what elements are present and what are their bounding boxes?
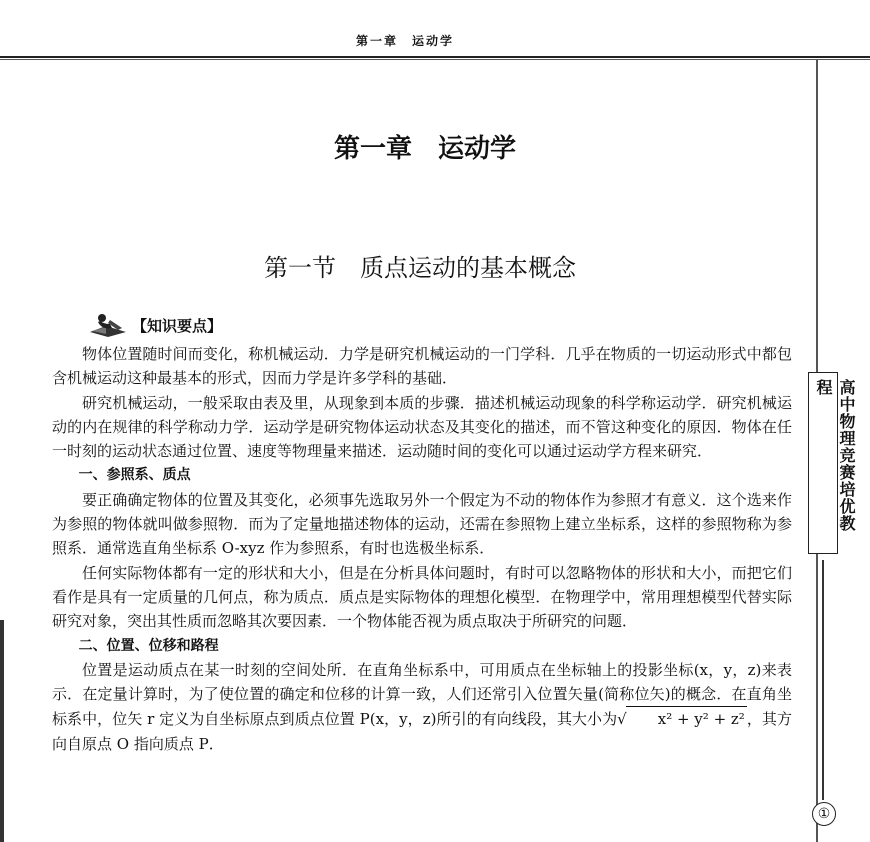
paragraph <box>52 658 792 756</box>
side-tab-label: 高中物理竞赛培优教程 <box>814 379 856 532</box>
section-title: 第一节 质点运动的基本概念 <box>264 254 576 282</box>
paragraph-text: ，其方向自原点 O 指向质点 P． <box>52 710 792 753</box>
chapter-title: 第一章 运动学 <box>333 134 516 164</box>
scan-edge-mark <box>0 620 4 842</box>
header-rule <box>0 56 870 58</box>
paragraph: 物体位置随时间而变化，称机械运动．力学是研究机械运动的一门学科．几乎在物质的一切运动形式中都包含机械运动这种最基本的形式，因而力学是许多学科的基础． <box>52 345 792 388</box>
running-header: 第一章 运动学 <box>355 34 454 48</box>
paragraph-text: 位置是运动质点在某一时刻的空间处所．在直角坐标系中，可用质点在坐标轴上的投影坐标(x，y，z)来表示．在定量计算时，为了使位置的确定和位移的计算一致，人们还常引入位置矢量(简称位矢)的概念．在直角坐标系中，位矢 r 定义为自坐标原点到质点位置 P(x，y，z)所引的有向线段，其大小为 <box>52 660 792 729</box>
subheading-reference-frame: 一、参照系、质点 <box>78 467 191 484</box>
key-points-heading <box>88 312 222 338</box>
side-line <box>822 560 824 800</box>
page-number: ① <box>812 802 836 826</box>
subheading-position-displacement: 二、位置、位移和路程 <box>78 637 219 654</box>
sqrt-symbol: √ <box>617 710 627 729</box>
header-rule-thin <box>0 59 870 60</box>
book-reading-icon <box>88 312 128 338</box>
paragraph: 研究机械运动，一般采取由表及里，从现象到本质的步骤．描述机械运动现象的科学称运动学．研究机械运动的内在规律的科学称动力学．运动学是研究物体运动状态及其变化的描述，而不管这种变化的原因．物体在任一时刻的运动状态通过位置、速度等物理量来描述．运动随时间的变化可以通过运动学方程来研究． <box>52 393 792 461</box>
body-text <box>52 342 792 756</box>
side-tab <box>808 372 856 554</box>
paragraph: 任何实际物体都有一定的形状和大小，但是在分析具体问题时，有时可以忽略物体的形状和大小，而把它们看作是具有一定质量的几何点，称为质点．质点是实际物体的理想化模型．在物理学中，常用理想模型代替实际研究对象，突出其性质而忽略其次要因素．一个物体能否视为质点取决于所研究的问题． <box>52 563 792 631</box>
key-points-label: 【知识要点】 <box>132 316 223 335</box>
sqrt-expression: x² + y² + z² <box>626 706 747 731</box>
paragraph: 要正确确定物体的位置及其变化，必须事先选取另外一个假定为不动的物体作为参照才有意义．这个选来作为参照的物体就叫做参照物．而为了定量地描述物体的运动，还需在参照物上建立坐标系，这样的参照物称为参照系．通常选直角坐标系 O-xyz 作为参照系，有时也选极坐标系． <box>52 490 792 558</box>
